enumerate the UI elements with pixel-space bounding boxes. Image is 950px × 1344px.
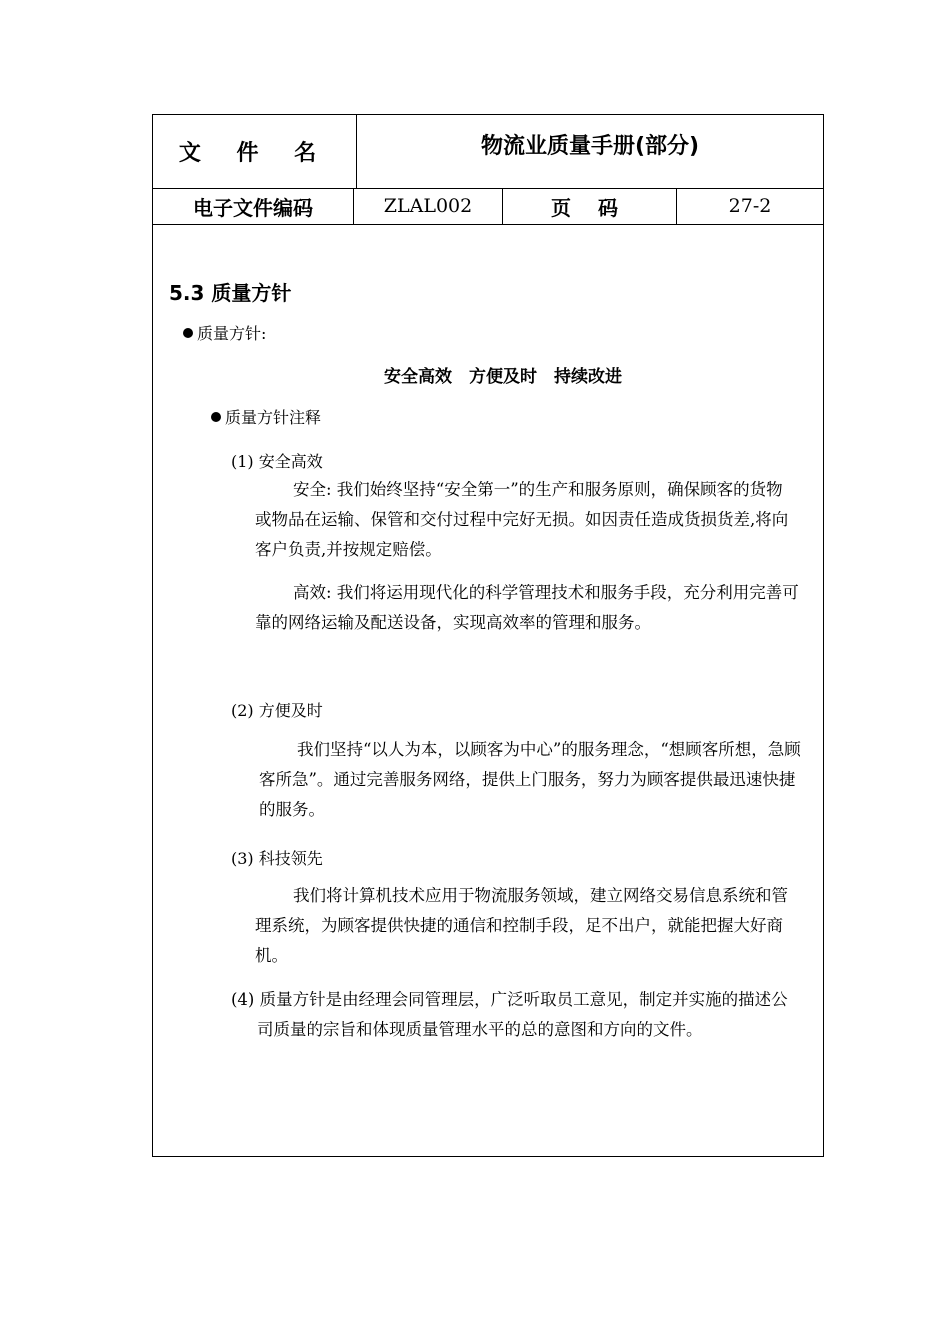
item3-para: 我们将计算机技术应用于物流服务领域，建立网络交易信息系统和管理系统，为顾客提供快捷的通信和控制手段，足不出户，就能把握大好商机。 [255, 886, 788, 965]
policy-statement: 安全高效 方便及时 持续改进 [384, 367, 622, 387]
item2-para: 我们坚持“以人为本，以顾客为中心”的服务理念，“想顾客所想，急顾客所急”。通过完善服务网络，提供上门服务，努力为顾客提供最迅速快捷的服务。 [259, 740, 801, 819]
item1-para1: 安全: 我们始终坚持“安全第一”的生产和服务原则，确保顾客的货物或物品在运输、保管和交付过程中完好无损。如因责任造成货损货差,将向客户负责,并按规定赔偿。 [255, 480, 789, 559]
file-name-label: 文 件 名 [153, 115, 357, 188]
item1-para2: 高效: 我们将运用现代化的科学管理技术和服务手段，充分利用完善可靠的网络运输及配送设备，实现高效率的管理和服务。 [255, 583, 799, 632]
item4-para: (4) 质量方针是由经理会同管理层，广泛听取员工意见，制定并实施的描述公司质量的宗旨和体现质量管理水平的总的意图和方向的文件。 [231, 990, 788, 1039]
page-label: 页 码 [503, 188, 677, 224]
policy-label-line [183, 321, 266, 344]
section-title: 5.3 质量方针 [169, 281, 292, 305]
item3-title: (3) 科技领先 [231, 849, 323, 868]
policy-label: 质量方针: [197, 324, 267, 343]
document-frame [152, 114, 824, 1157]
item2-title: (2) 方便及时 [231, 701, 323, 720]
file-name-value: 物流业质量手册(部分) [480, 134, 700, 159]
code-label: 电子文件编码 [153, 188, 354, 224]
notes-label-line [211, 405, 321, 428]
header-row-code [153, 188, 823, 225]
code-value: ZLAL002 [354, 188, 503, 224]
header-row-title [153, 115, 823, 189]
notes-label: 质量方针注释 [225, 408, 322, 427]
bullet-icon [183, 328, 193, 338]
page-value: 27-2 [728, 195, 772, 217]
item1-title: (1) 安全高效 [231, 452, 323, 471]
bullet-icon [211, 412, 221, 422]
